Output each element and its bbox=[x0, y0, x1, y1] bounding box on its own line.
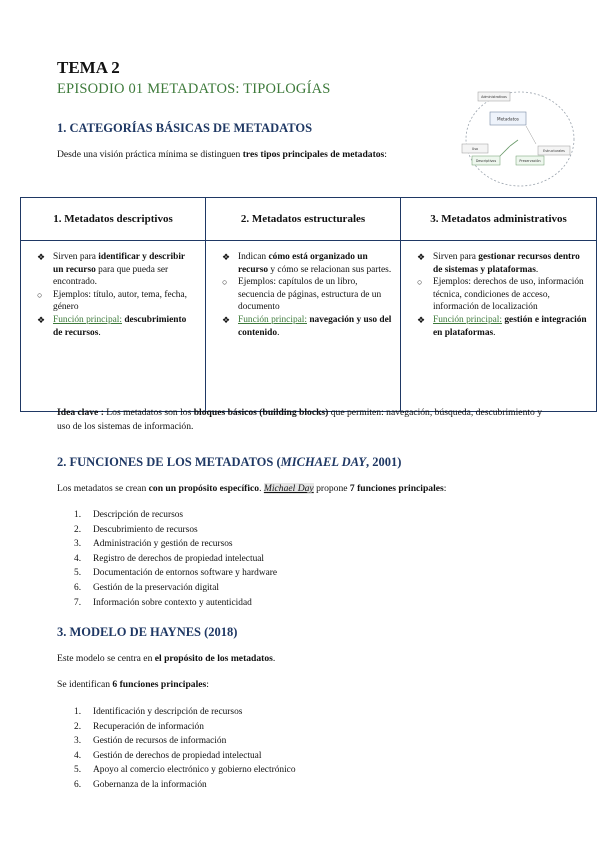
section-3-heading: 3. MODELO DE HAYNES (2018) bbox=[57, 625, 238, 639]
circle-bullet-icon: ○ bbox=[37, 289, 43, 300]
section-1-heading: 1. CATEGORÍAS BÁSICAS DE METADATOS bbox=[57, 121, 313, 135]
metadata-categories-table bbox=[20, 197, 597, 412]
list-item: 2. Descubrimiento de recursos bbox=[74, 524, 198, 535]
table-cell-descriptive: ❖ Sirven para identificar y describir un recurso para que pueda ser encontrado. ○ Ejemplos: título, autor, tema, fecha, género ❖ Función principal: descubrimiento de recursos. bbox=[21, 241, 206, 412]
diamond-bullet-icon: ❖ bbox=[37, 314, 46, 325]
diagram-node-label: Preservación bbox=[519, 159, 541, 163]
diamond-bullet-icon: ❖ bbox=[222, 314, 231, 325]
list-item: 4. Gestión de derechos de propiedad intelectual bbox=[74, 750, 262, 761]
section-1-intro: Desde una visión práctica mínima se distinguen tres tipos principales de metadatos: bbox=[57, 149, 387, 160]
diamond-bullet-icon: ❖ bbox=[37, 252, 46, 262]
section-2-heading: 2. FUNCIONES DE LOS METADATOS (MICHAEL DAY, 2001) bbox=[57, 455, 402, 469]
table-header-structural: 2. Metadatos estructurales bbox=[206, 198, 401, 241]
document-title: TEMA 2 bbox=[57, 58, 120, 77]
table-header-descriptive: 1. Metadatos descriptivos bbox=[21, 198, 206, 241]
circle-bullet-icon: ○ bbox=[222, 277, 228, 288]
list-item: 2. Recuperación de información bbox=[74, 721, 204, 732]
episode-title: EPISODIO 01 METADATOS: TIPOLOGÍAS bbox=[57, 81, 331, 97]
list-item: 4. Registro de derechos de propiedad intelectual bbox=[74, 553, 265, 564]
day-functions-list bbox=[74, 508, 277, 610]
table-cell-structural: ❖ Indican cómo está organizado un recurso y cómo se relacionan sus partes. ○ Ejemplos: capítulos de un libro, secuencia de páginas, estructura de un documento ❖ Función principal: navegación y uso del contenido. bbox=[206, 241, 401, 412]
section-3-intro: Este modelo se centra en el propósito de los metadatos. bbox=[57, 653, 276, 664]
section-3-intro-2: Se identifican 6 funciones principales: bbox=[57, 679, 209, 690]
diamond-bullet-icon: ❖ bbox=[417, 252, 426, 262]
key-idea-paragraph: Idea clave : Los metadatos son los bloques básicos (building blocks) que permiten: navegación, búsqueda, descubrimiento y uso de los sistemas de información. bbox=[57, 407, 543, 432]
list-item: 7. Información sobre contexto y autenticidad bbox=[74, 597, 252, 608]
diagram-center-label: Metadatos bbox=[496, 116, 520, 122]
table-header-administrative: 3. Metadatos administrativos bbox=[401, 198, 597, 241]
section-2-intro: Los metadatos se crean con un propósito específico. Michael Day propone 7 funciones principales: bbox=[57, 483, 447, 494]
metadata-types-diagram bbox=[460, 86, 578, 192]
list-item: 6. Gobernanza de la información bbox=[74, 779, 207, 790]
list-item: 1. Identificación y descripción de recursos bbox=[74, 707, 243, 717]
list-item: 3. Gestión de recursos de información bbox=[74, 736, 227, 747]
diagram-node-label: Uso bbox=[471, 147, 479, 151]
list-item: 6. Gestión de la preservación digital bbox=[74, 582, 219, 593]
diamond-bullet-icon: ❖ bbox=[222, 252, 231, 262]
list-item: 5. Apoyo al comercio electrónico y gobierno electrónico bbox=[74, 765, 296, 776]
list-item: 1. Descripción de recursos bbox=[74, 510, 184, 520]
diagram-node-label: Administrativos bbox=[481, 95, 507, 99]
diagram-node-label: Descriptivos bbox=[475, 159, 497, 163]
list-item: 3. Administración y gestión de recursos bbox=[74, 539, 233, 550]
haynes-functions-list bbox=[74, 705, 296, 793]
diagram-node-label: Estructurales bbox=[543, 149, 565, 153]
list-item: 5. Documentación de entornos software y hardware bbox=[74, 568, 278, 579]
circle-bullet-icon: ○ bbox=[417, 277, 423, 288]
diamond-bullet-icon: ❖ bbox=[417, 314, 426, 325]
table-cell-administrative: ❖ Sirven para gestionar recursos dentro de sistemas y plataformas. ○ Ejemplos: derechos de uso, información técnica, condiciones de acceso, información de localización ❖ Función principal: gestión e integración en plataformas. bbox=[401, 241, 597, 412]
